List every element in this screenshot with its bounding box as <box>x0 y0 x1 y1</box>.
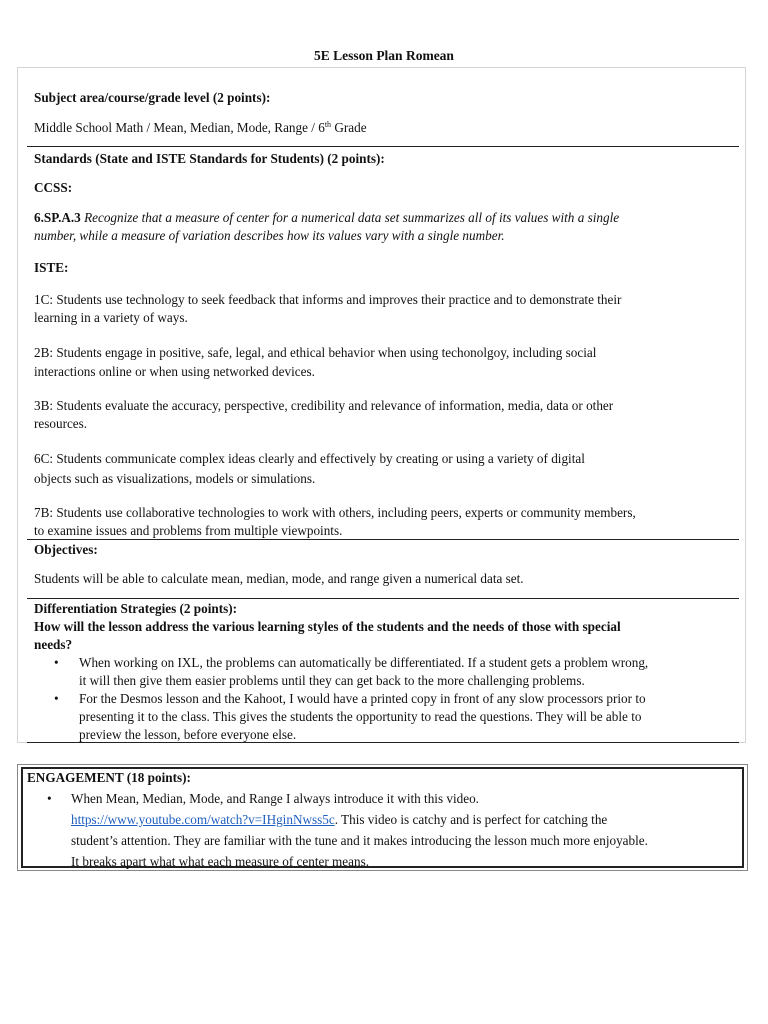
subject-text: Middle School Math / Mean, Median, Mode, Range / 6th Grade <box>34 120 367 135</box>
iste-3b-cont: resources. <box>34 416 88 431</box>
iste-1c: 1C: Students use technology to seek feedback that informs and improves their practice and to demonstrate their <box>34 292 622 307</box>
iste-label: ISTE: <box>34 260 69 275</box>
subject-heading: Subject area/course/grade level (2 points): <box>34 90 271 105</box>
list-item-text: For the Desmos lesson and the Kahoot, I would have a printed copy in front of any slow processors prior to presenting it to the class. This gives the students the opportunity to read the questions. They will be able to preview the lesson, before everyone else. <box>79 691 646 742</box>
video-link[interactable]: https://www.youtube.com/watch?v=IHginNwss5c <box>71 812 335 827</box>
engagement-heading: ENGAGEMENT (18 points): <box>27 770 191 785</box>
standards-heading: Standards (State and ISTE Standards for Students) (2 points): <box>34 151 385 166</box>
differentiation-question-cont: needs? <box>34 637 73 652</box>
differentiation-heading: Differentiation Strategies (2 points): <box>34 601 238 616</box>
objectives-text: Students will be able to calculate mean, median, mode, and range given a numerical data set. <box>34 571 524 586</box>
iste-2b-cont: interactions online or when using networked devices. <box>34 364 315 379</box>
divider <box>27 598 739 599</box>
list-item-text: When working on IXL, the problems can automatically be differentiated. If a student gets a problem wrong, it will then give them easier problems until they can get back to the more challenging problems. <box>79 655 649 688</box>
iste-3b: 3B: Students evaluate the accuracy, perspective, credibility and relevance of information, media, data or other <box>34 398 614 413</box>
ccss-standard: 6.SP.A.3 Recognize that a measure of center for a numerical data set summarizes all of its values with a single <box>34 210 620 225</box>
iste-1c-cont: learning in a variety of ways. <box>34 310 188 325</box>
divider <box>27 539 739 540</box>
list-item-text: When Mean, Median, Mode, and Range I always introduce it with this video. https://www.youtube.com/watch?v=IHginNwss5c. This video is catchy and is perfect for catching the student’s attention. They are familiar with the tune and it makes introducing the lesson much more enjoyable. It breaks apart what what each measure of center means. <box>71 791 648 869</box>
iste-7b-cont: to examine issues and problems from multiple viewpoints. <box>34 523 343 538</box>
bullet-icon: • <box>54 655 59 670</box>
divider <box>27 146 739 147</box>
ccss-label: CCSS: <box>34 180 73 195</box>
bullet-icon: • <box>47 791 52 806</box>
document-title: 5E Lesson Plan Romean <box>314 48 454 63</box>
iste-7b: 7B: Students use collaborative technologies to work with others, including peers, experts or community members, <box>34 505 636 520</box>
ccss-standard-cont: number, while a measure of variation describes how its values vary with a single number. <box>34 228 505 243</box>
iste-6c-cont: objects such as visualizations, models or simulations. <box>34 471 316 486</box>
iste-2b: 2B: Students engage in positive, safe, legal, and ethical behavior when using techonolgoy, including social <box>34 345 597 360</box>
divider <box>27 742 739 743</box>
objectives-heading: Objectives: <box>34 542 98 557</box>
iste-6c: 6C: Students communicate complex ideas clearly and effectively by creating or using a variety of digital <box>34 451 585 466</box>
differentiation-question: How will the lesson address the various learning styles of the students and the needs of those with special <box>34 619 621 634</box>
bullet-icon: • <box>54 691 59 706</box>
